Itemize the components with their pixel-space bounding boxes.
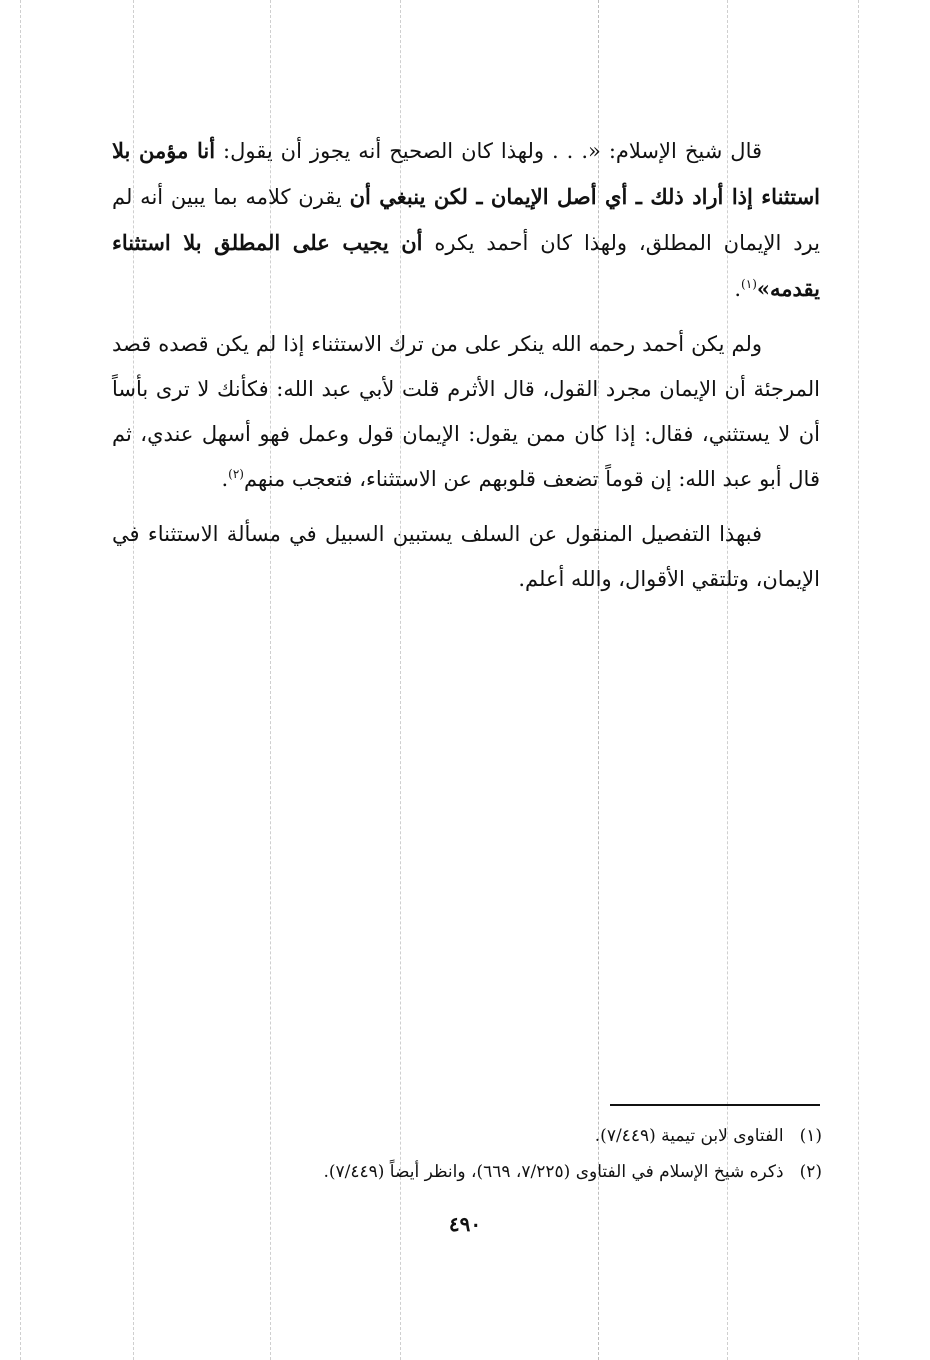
footnote-marker-2: (٢) bbox=[228, 467, 244, 481]
paragraph-1-text-middle: يقرن كلامه بما يبين أنه لم يرد الإيمان المطلق، ولهذا كان أحمد يكره bbox=[112, 185, 820, 255]
footnote-text: الفتاوى لابن تيمية (٧/٤٤٩). bbox=[594, 1126, 784, 1146]
paragraph-1-text: قال شيخ الإسلام: «. . . ولهذا كان الصحيح أنه يجوز أن يقول: bbox=[215, 139, 763, 163]
paragraph-2 bbox=[112, 322, 820, 502]
scan-guide-line bbox=[20, 0, 21, 1360]
main-text bbox=[112, 128, 820, 612]
paragraph-1-bold-text-end: أن يجيب على المطلق بلا استثناء يقدمه» bbox=[112, 230, 820, 301]
paragraph-2-text: ولم يكن أحمد رحمه الله ينكر على من ترك الاستثناء إذا لم يكن قصده قصد المرجئة أن الإيمان مجرد القول، قال الأثرم قلت لأبي عبد الله: فكأنك لا ترى بأساً أن لا يستثني، فقال: إذا كان ممن يقول: الإيمان قول وعمل فهو أسهل عندي، ثم قال أبو عبد الله: إن قوماً تضعف قلوبهم عن الاستثناء، فتعجب منهم bbox=[112, 332, 820, 491]
footnote-number: (٢) bbox=[799, 1162, 822, 1182]
paragraph-2-end: . bbox=[221, 467, 229, 491]
page-number: ٤٩٠ bbox=[448, 1212, 482, 1236]
footnote-text: ذكره شيخ الإسلام في الفتاوى (٧/٢٢٥، ٦٦٩)، وانظر أيضاً (٧/٤٤٩). bbox=[323, 1162, 784, 1182]
paragraph-1 bbox=[112, 128, 820, 312]
footnote-1 bbox=[112, 1118, 822, 1154]
paragraph-1-bold-text: أنا مؤمن بلا استثناء إذا أراد ذلك ـ أي أصل الإيمان ـ لكن ينبغي أن bbox=[112, 138, 821, 209]
paragraph-3-text: فبهذا التفصيل المنقول عن السلف يستبين السبيل في مسألة الاستثناء في الإيمان، وتلتقي الأقوال، والله أعلم. bbox=[112, 522, 820, 591]
paragraph-1-end: . bbox=[734, 277, 742, 301]
paragraph-3 bbox=[112, 512, 820, 602]
footnote-2 bbox=[112, 1154, 822, 1190]
footnotes bbox=[112, 1118, 822, 1190]
scan-guide-line bbox=[858, 0, 859, 1360]
footnote-marker-1: (١) bbox=[741, 277, 757, 291]
footnote-number: (١) bbox=[799, 1126, 822, 1146]
footnote-separator bbox=[610, 1104, 820, 1106]
